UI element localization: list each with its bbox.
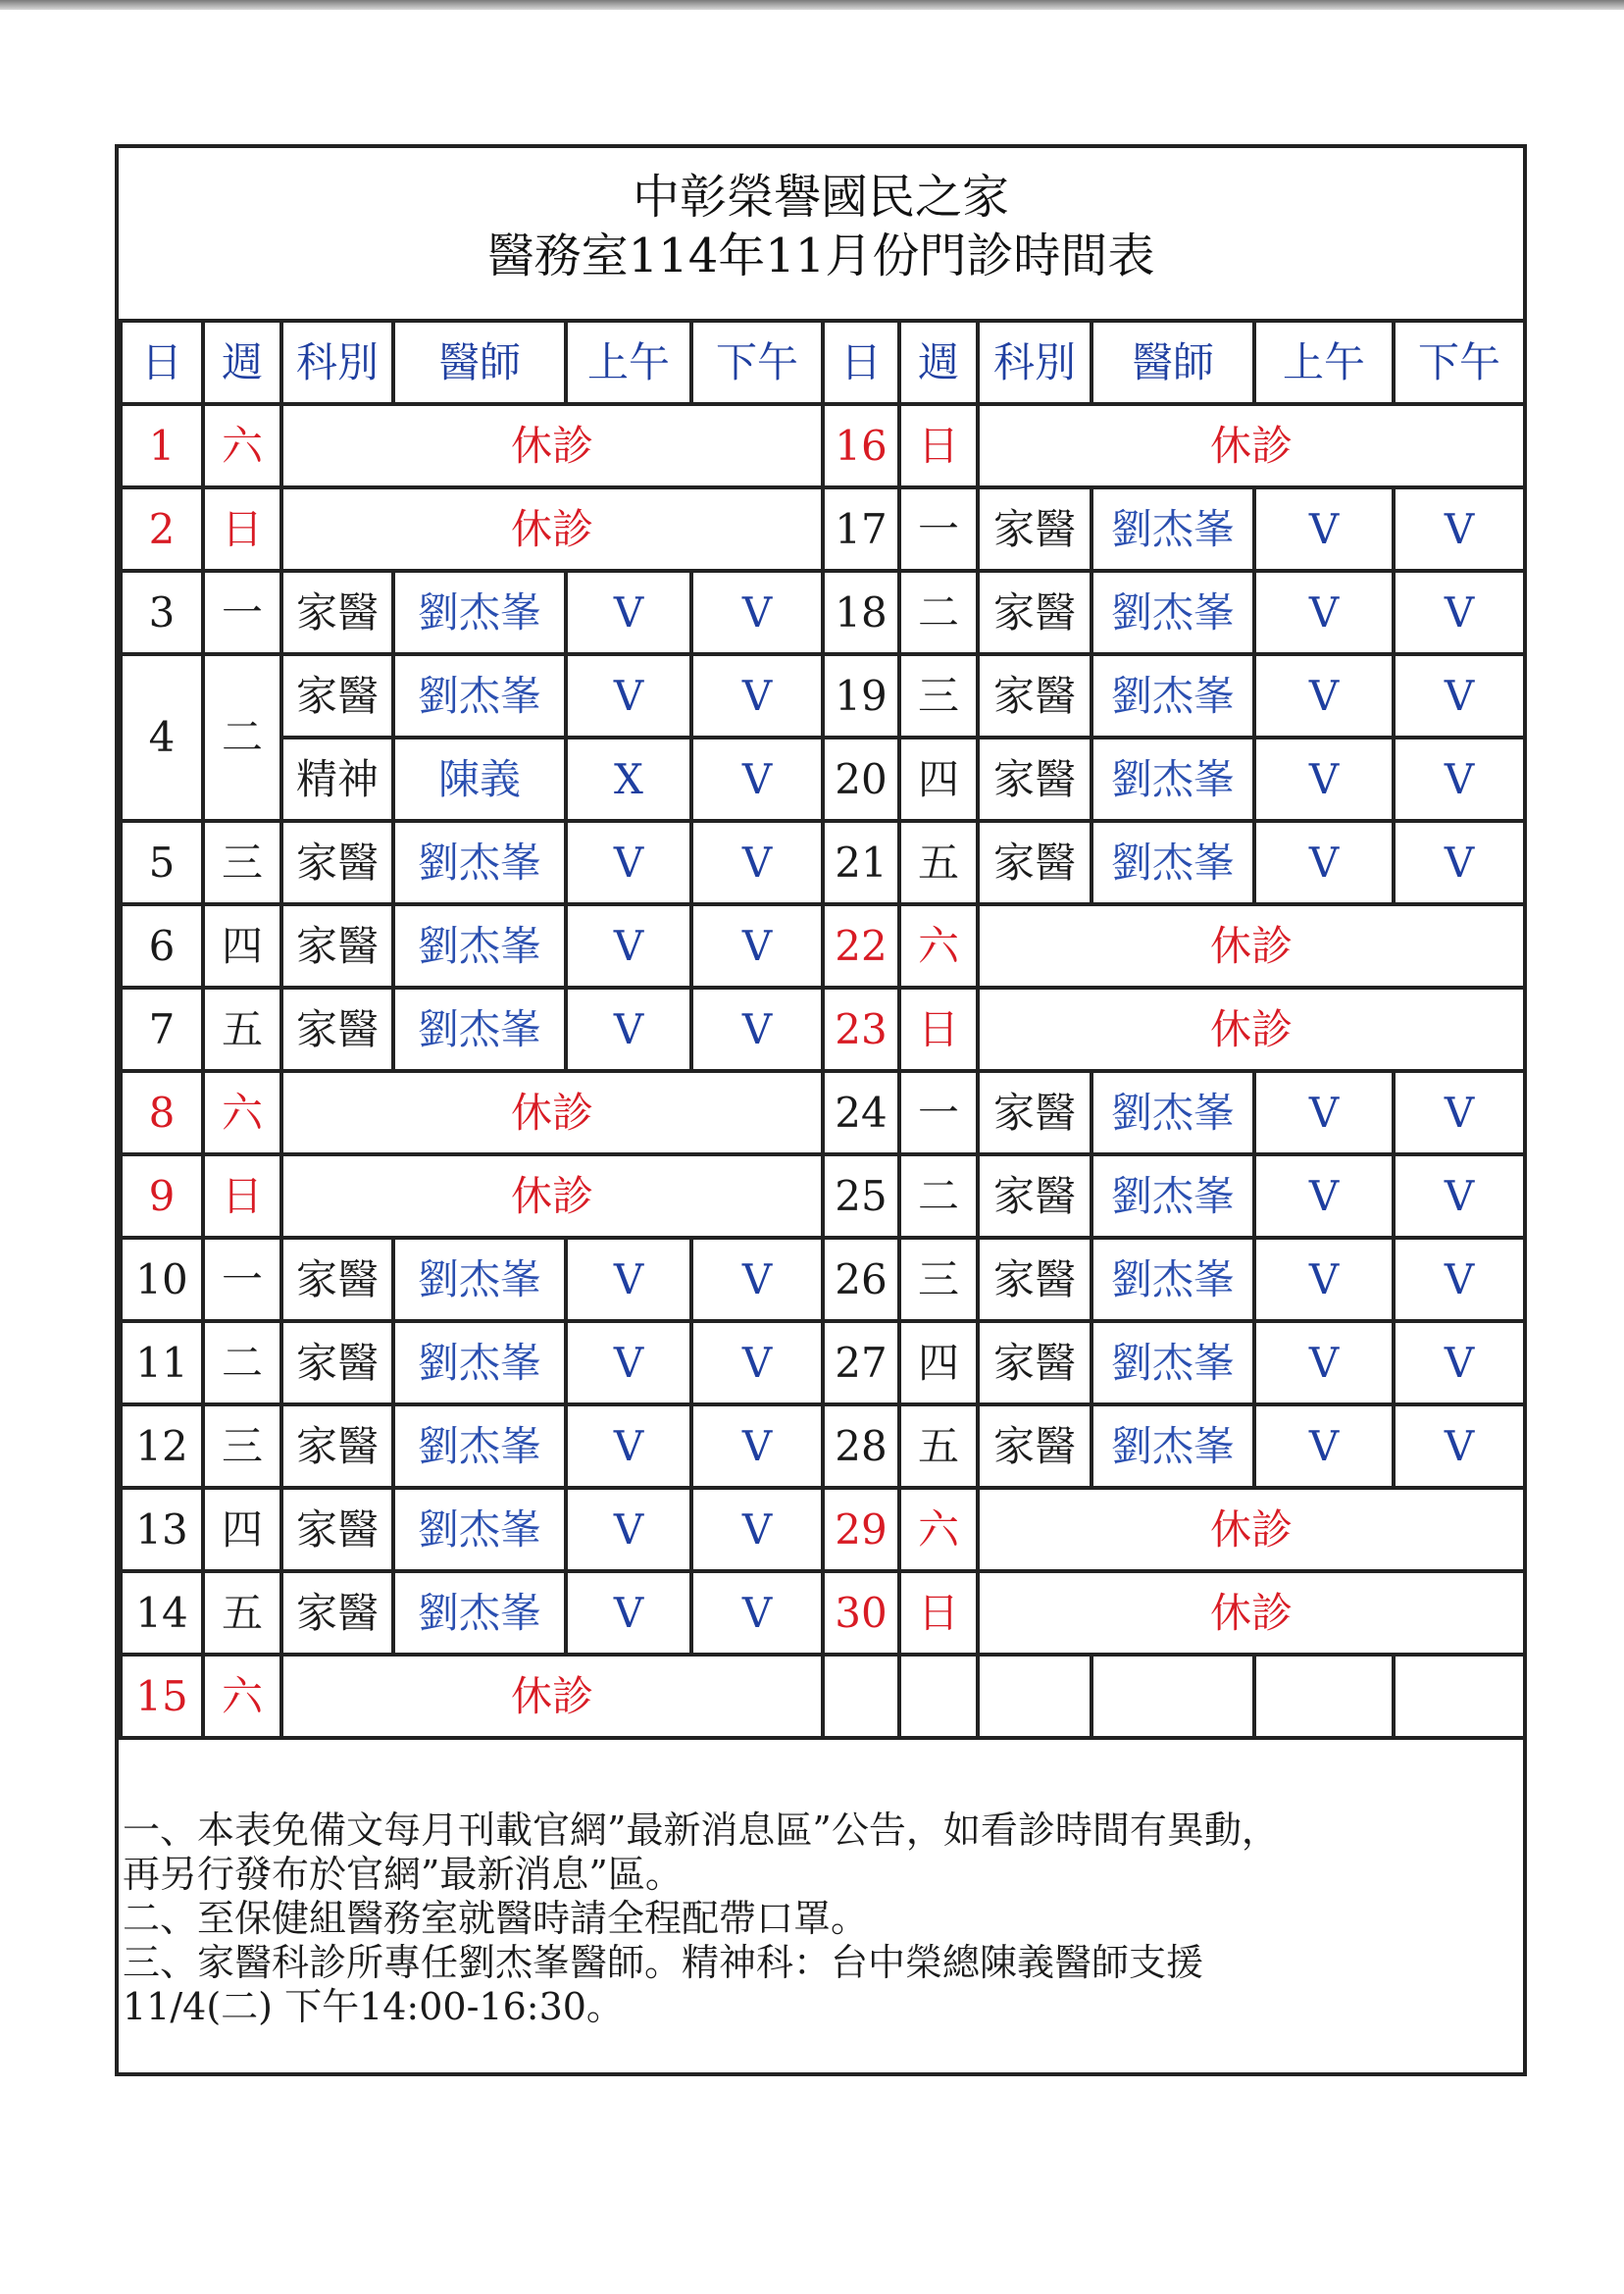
- dept-cell: 家醫: [978, 487, 1091, 571]
- doctor-cell: 劉杰峯: [1091, 654, 1254, 738]
- dept-cell: 家醫: [281, 988, 393, 1071]
- closed-cell: 休診: [281, 1071, 823, 1154]
- dept-cell: 家醫: [978, 1238, 1091, 1321]
- doctor-cell: 劉杰峯: [393, 1321, 566, 1404]
- day-cell: 19: [823, 654, 899, 738]
- weekday-cell: 三: [899, 1238, 978, 1321]
- doctor-cell: 劉杰峯: [393, 821, 566, 904]
- dept-cell: 家醫: [978, 1154, 1091, 1238]
- weekday-cell: 四: [899, 1321, 978, 1404]
- weekday-cell: 五: [899, 821, 978, 904]
- weekday-cell: 二: [203, 1321, 281, 1404]
- note-line: 三、家醫科診所專任劉杰峯醫師。精神科：台中榮總陳義醫師支援: [123, 1941, 1204, 1984]
- day-cell: 24: [823, 1071, 899, 1154]
- weekday-cell: 六: [203, 404, 281, 487]
- dept-cell: 家醫: [978, 1321, 1091, 1404]
- doctor-cell: 劉杰峯: [393, 1404, 566, 1488]
- am-cell: V: [566, 1404, 691, 1488]
- header-cell: 科別: [978, 321, 1091, 404]
- weekday-cell: 五: [203, 988, 281, 1071]
- day-cell: 27: [823, 1321, 899, 1404]
- day-cell: 20: [823, 738, 899, 821]
- pm-cell: V: [691, 571, 823, 654]
- am-cell: V: [566, 654, 691, 738]
- notes-section: [123, 1809, 1515, 2029]
- am-cell: V: [566, 1321, 691, 1404]
- am-cell: V: [1254, 1238, 1394, 1321]
- weekday-cell: 三: [899, 654, 978, 738]
- closed-cell: 休診: [978, 904, 1525, 988]
- day-cell: 4: [121, 654, 203, 821]
- doctor-cell: 劉杰峯: [1091, 1071, 1254, 1154]
- doctor-cell: 劉杰峯: [393, 571, 566, 654]
- pm-cell: V: [691, 988, 823, 1071]
- pm-cell: V: [691, 904, 823, 988]
- table-row: [121, 404, 1525, 487]
- doctor-cell: 劉杰峯: [393, 1571, 566, 1655]
- day-cell: 12: [121, 1404, 203, 1488]
- weekday-cell: 一: [899, 1071, 978, 1154]
- weekday-cell: 五: [203, 1571, 281, 1655]
- am-cell: V: [566, 571, 691, 654]
- empty-cell: [899, 1655, 978, 1738]
- am-cell: V: [566, 821, 691, 904]
- header-cell: 日: [823, 321, 899, 404]
- dept-cell: 家醫: [281, 1404, 393, 1488]
- doctor-cell: 劉杰峯: [1091, 738, 1254, 821]
- am-cell: V: [1254, 1154, 1394, 1238]
- dept-cell: 家醫: [978, 738, 1091, 821]
- table-row: [121, 1655, 1525, 1738]
- weekday-cell: 一: [203, 571, 281, 654]
- day-cell: 22: [823, 904, 899, 988]
- day-cell: 21: [823, 821, 899, 904]
- doctor-cell: 劉杰峯: [1091, 1321, 1254, 1404]
- doctor-cell: 劉杰峯: [1091, 571, 1254, 654]
- am-cell: V: [1254, 654, 1394, 738]
- table-row: [121, 821, 1525, 904]
- pm-cell: V: [1394, 1321, 1525, 1404]
- table-row: [121, 1071, 1525, 1154]
- doctor-cell: 劉杰峯: [393, 988, 566, 1071]
- weekday-cell: 日: [203, 1154, 281, 1238]
- dept-cell: 家醫: [281, 571, 393, 654]
- table-row: [121, 904, 1525, 988]
- header-cell: 上午: [1254, 321, 1394, 404]
- doctor-cell: 劉杰峯: [1091, 487, 1254, 571]
- day-cell: 11: [121, 1321, 203, 1404]
- pm-cell: V: [1394, 821, 1525, 904]
- am-cell: V: [1254, 487, 1394, 571]
- weekday-cell: 日: [899, 404, 978, 487]
- weekday-cell: 四: [203, 904, 281, 988]
- pm-cell: V: [691, 738, 823, 821]
- day-cell: 1: [121, 404, 203, 487]
- pm-cell: V: [691, 1488, 823, 1571]
- header-cell: 週: [899, 321, 978, 404]
- weekday-cell: 一: [203, 1238, 281, 1321]
- day-cell: 30: [823, 1571, 899, 1655]
- day-cell: 13: [121, 1488, 203, 1571]
- table-row: [121, 1321, 1525, 1404]
- dept-cell: 家醫: [281, 904, 393, 988]
- closed-cell: 休診: [281, 487, 823, 571]
- table-row: [121, 1154, 1525, 1238]
- doctor-cell: 陳義: [393, 738, 566, 821]
- day-cell: 5: [121, 821, 203, 904]
- pm-cell: V: [1394, 1404, 1525, 1488]
- pm-cell: V: [691, 1238, 823, 1321]
- day-cell: 9: [121, 1154, 203, 1238]
- day-cell: 10: [121, 1238, 203, 1321]
- closed-cell: 休診: [978, 1488, 1525, 1571]
- note-line: 再另行發布於官網”最新消息”區。: [123, 1853, 683, 1896]
- header-cell: 醫師: [1091, 321, 1254, 404]
- table-row: [121, 988, 1525, 1071]
- dept-cell: 精神: [281, 738, 393, 821]
- pm-cell: V: [1394, 738, 1525, 821]
- weekday-cell: 六: [203, 1071, 281, 1154]
- dept-cell: 家醫: [978, 654, 1091, 738]
- weekday-cell: 二: [899, 1154, 978, 1238]
- header-cell: 上午: [566, 321, 691, 404]
- header-cell: 科別: [281, 321, 393, 404]
- title-line-2: 醫務室114年11月份門診時間表: [486, 229, 1155, 283]
- empty-cell: [1394, 1655, 1525, 1738]
- dept-cell: 家醫: [978, 821, 1091, 904]
- dept-cell: 家醫: [281, 654, 393, 738]
- day-cell: 26: [823, 1238, 899, 1321]
- am-cell: V: [566, 988, 691, 1071]
- doctor-cell: 劉杰峯: [393, 904, 566, 988]
- dept-cell: 家醫: [281, 821, 393, 904]
- empty-cell: [1254, 1655, 1394, 1738]
- day-cell: 15: [121, 1655, 203, 1738]
- day-cell: 6: [121, 904, 203, 988]
- table-row: [121, 654, 1525, 738]
- am-cell: V: [566, 1238, 691, 1321]
- dept-cell: 家醫: [281, 1488, 393, 1571]
- weekday-cell: 日: [899, 988, 978, 1071]
- day-cell: 14: [121, 1571, 203, 1655]
- empty-cell: [1091, 1655, 1254, 1738]
- am-cell: X: [566, 738, 691, 821]
- am-cell: V: [566, 904, 691, 988]
- pm-cell: V: [1394, 1238, 1525, 1321]
- table-row: [121, 1238, 1525, 1321]
- pm-cell: V: [1394, 1071, 1525, 1154]
- dept-cell: 家醫: [281, 1321, 393, 1404]
- doctor-cell: 劉杰峯: [393, 1488, 566, 1571]
- dept-cell: 家醫: [978, 1404, 1091, 1488]
- am-cell: V: [1254, 1071, 1394, 1154]
- header-cell: 醫師: [393, 321, 566, 404]
- schedule-table: [119, 319, 1527, 1740]
- scan-edge: [0, 0, 1624, 10]
- header-cell: 下午: [1394, 321, 1525, 404]
- note-line: 11/4(二) 下午14:00-16:30。: [123, 1985, 624, 2028]
- closed-cell: 休診: [978, 1571, 1525, 1655]
- header-cell: 日: [121, 321, 203, 404]
- note-line: 一、本表免備文每月刊載官網”最新消息區”公告，如看診時間有異動，: [123, 1809, 1279, 1852]
- table-row: [121, 1488, 1525, 1571]
- pm-cell: V: [1394, 1154, 1525, 1238]
- am-cell: V: [1254, 821, 1394, 904]
- day-cell: 2: [121, 487, 203, 571]
- day-cell: 18: [823, 571, 899, 654]
- closed-cell: 休診: [978, 404, 1525, 487]
- am-cell: V: [1254, 1321, 1394, 1404]
- weekday-cell: 六: [899, 1488, 978, 1571]
- header-row: [121, 321, 1525, 404]
- am-cell: V: [566, 1488, 691, 1571]
- pm-cell: V: [691, 1571, 823, 1655]
- weekday-cell: 四: [203, 1488, 281, 1571]
- doctor-cell: 劉杰峯: [1091, 1404, 1254, 1488]
- day-cell: 17: [823, 487, 899, 571]
- weekday-cell: 日: [899, 1571, 978, 1655]
- weekday-cell: 一: [899, 487, 978, 571]
- pm-cell: V: [691, 1404, 823, 1488]
- day-cell: 7: [121, 988, 203, 1071]
- closed-cell: 休診: [281, 404, 823, 487]
- doctor-cell: 劉杰峯: [393, 654, 566, 738]
- day-cell: 23: [823, 988, 899, 1071]
- dept-cell: 家醫: [978, 571, 1091, 654]
- pm-cell: V: [691, 1321, 823, 1404]
- dept-cell: 家醫: [281, 1238, 393, 1321]
- page-title: [119, 168, 1523, 285]
- table-row: [121, 738, 1525, 821]
- weekday-cell: 二: [203, 654, 281, 821]
- pm-cell: V: [1394, 654, 1525, 738]
- am-cell: V: [1254, 738, 1394, 821]
- weekday-cell: 六: [203, 1655, 281, 1738]
- dept-cell: 家醫: [978, 1071, 1091, 1154]
- header-cell: 下午: [691, 321, 823, 404]
- am-cell: V: [1254, 571, 1394, 654]
- pm-cell: V: [691, 654, 823, 738]
- weekday-cell: 四: [899, 738, 978, 821]
- pm-cell: V: [691, 821, 823, 904]
- note-line: 二、至保健組醫務室就醫時請全程配帶口罩。: [123, 1897, 869, 1940]
- schedule-frame: [115, 144, 1527, 2076]
- weekday-cell: 五: [899, 1404, 978, 1488]
- weekday-cell: 二: [899, 571, 978, 654]
- pm-cell: V: [1394, 571, 1525, 654]
- am-cell: V: [1254, 1404, 1394, 1488]
- table-row: [121, 1571, 1525, 1655]
- closed-cell: 休診: [281, 1655, 823, 1738]
- day-cell: 29: [823, 1488, 899, 1571]
- dept-cell: 家醫: [281, 1571, 393, 1655]
- pm-cell: V: [1394, 487, 1525, 571]
- weekday-cell: 日: [203, 487, 281, 571]
- doctor-cell: 劉杰峯: [1091, 1238, 1254, 1321]
- doctor-cell: 劉杰峯: [1091, 1154, 1254, 1238]
- weekday-cell: 六: [899, 904, 978, 988]
- day-cell: 28: [823, 1404, 899, 1488]
- doctor-cell: 劉杰峯: [393, 1238, 566, 1321]
- day-cell: 8: [121, 1071, 203, 1154]
- am-cell: V: [566, 1571, 691, 1655]
- table-row: [121, 487, 1525, 571]
- weekday-cell: 三: [203, 821, 281, 904]
- title-line-1: 中彰榮譽國民之家: [632, 170, 1009, 225]
- table-row: [121, 571, 1525, 654]
- day-cell: 3: [121, 571, 203, 654]
- closed-cell: 休診: [281, 1154, 823, 1238]
- weekday-cell: 三: [203, 1404, 281, 1488]
- doctor-cell: 劉杰峯: [1091, 821, 1254, 904]
- closed-cell: 休診: [978, 988, 1525, 1071]
- empty-cell: [978, 1655, 1091, 1738]
- day-cell: 16: [823, 404, 899, 487]
- empty-cell: [823, 1655, 899, 1738]
- table-row: [121, 1404, 1525, 1488]
- day-cell: 25: [823, 1154, 899, 1238]
- header-cell: 週: [203, 321, 281, 404]
